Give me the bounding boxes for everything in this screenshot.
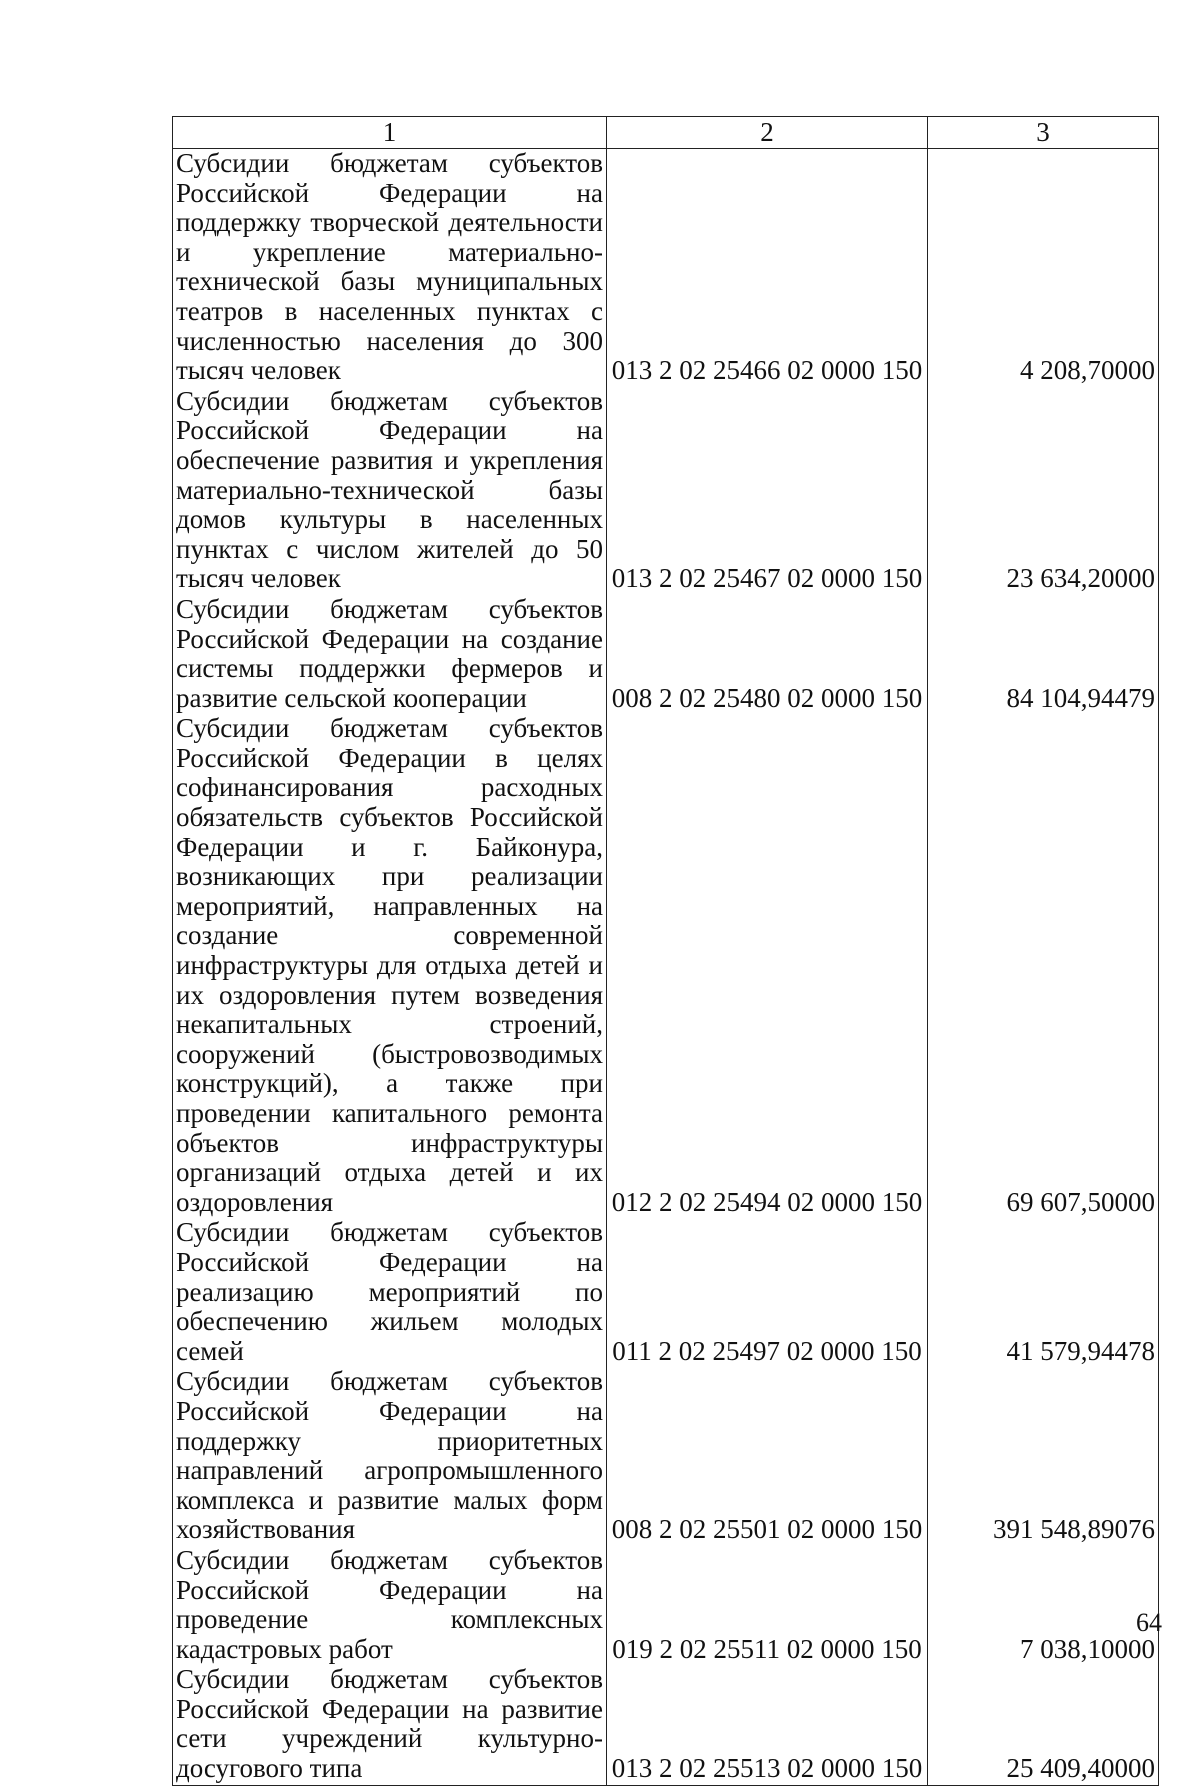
row-amount: 7 038,10000	[928, 1546, 1159, 1665]
table-row	[173, 595, 1159, 714]
column-header-2: 2	[607, 117, 928, 149]
table-row	[173, 387, 1159, 595]
budget-table	[172, 116, 1159, 1786]
row-name: Субсидии бюджетам субъектов Российской Федерации на создание системы поддержки фермеров и развитие сельской кооперации	[173, 595, 607, 714]
row-name: Субсидии бюджетам субъектов Российской Федерации на реализацию мероприятий по обеспечению жильем молодых семей	[173, 1218, 607, 1367]
header-row	[173, 117, 1159, 149]
row-amount: 41 579,94478	[928, 1218, 1159, 1367]
row-amount: 25 409,40000	[928, 1665, 1159, 1785]
column-header-1: 1	[173, 117, 607, 149]
row-name: Субсидии бюджетам субъектов Российской Федерации на поддержку приоритетных направлений агропромышленного комплекса и развитие малых форм хозяйствования	[173, 1367, 607, 1546]
row-name: Субсидии бюджетам субъектов Российской Федерации на развитие сети учреждений культурно-досугового типа	[173, 1665, 607, 1785]
row-amount: 23 634,20000	[928, 387, 1159, 595]
table-row	[173, 1546, 1159, 1665]
table-header	[173, 117, 1159, 149]
row-code: 008 2 02 25480 02 0000 150	[607, 595, 928, 714]
column-header-3: 3	[928, 117, 1159, 149]
table-row	[173, 1218, 1159, 1367]
row-amount: 4 208,70000	[928, 149, 1159, 387]
table-body	[173, 149, 1159, 1786]
table-row	[173, 1367, 1159, 1546]
row-amount: 84 104,94479	[928, 595, 1159, 714]
row-code: 019 2 02 25511 02 0000 150	[607, 1546, 928, 1665]
row-name: Субсидии бюджетам субъектов Российской Федерации на проведение комплексных кадастровых работ	[173, 1546, 607, 1665]
table-row	[173, 714, 1159, 1218]
row-name: Субсидии бюджетам субъектов Российской Федерации в целях софинансирования расходных обязательств субъектов Российской Федерации и г. Байконура, возникающих при реализации мероприятий, направленных на создание современной инфраструктуры для отдыха детей и их оздоровления путем возведения некапитальных строений, сооружений (быстровозводимых конструкций), а также при проведении капитального ремонта объектов инфраструктуры организаций отдыха детей и их оздоровления	[173, 714, 607, 1218]
row-code: 013 2 02 25467 02 0000 150	[607, 387, 928, 595]
page-number: 64	[1136, 1608, 1162, 1637]
table-row	[173, 149, 1159, 387]
row-amount: 391 548,89076	[928, 1367, 1159, 1546]
row-name: Субсидии бюджетам субъектов Российской Федерации на поддержку творческой деятельности и укрепление материально-технической базы муниципальных театров в населенных пунктах с численностью населения до 300 тысяч человек	[173, 149, 607, 387]
table-row	[173, 1665, 1159, 1785]
row-code: 011 2 02 25497 02 0000 150	[607, 1218, 928, 1367]
row-code: 008 2 02 25501 02 0000 150	[607, 1367, 928, 1546]
row-code: 013 2 02 25513 02 0000 150	[607, 1665, 928, 1785]
row-amount: 69 607,50000	[928, 714, 1159, 1218]
row-code: 012 2 02 25494 02 0000 150	[607, 714, 928, 1218]
row-name: Субсидии бюджетам субъектов Российской Федерации на обеспечение развития и укрепления материально-технической базы домов культуры в населенных пунктах с числом жителей до 50 тысяч человек	[173, 387, 607, 595]
row-code: 013 2 02 25466 02 0000 150	[607, 149, 928, 387]
